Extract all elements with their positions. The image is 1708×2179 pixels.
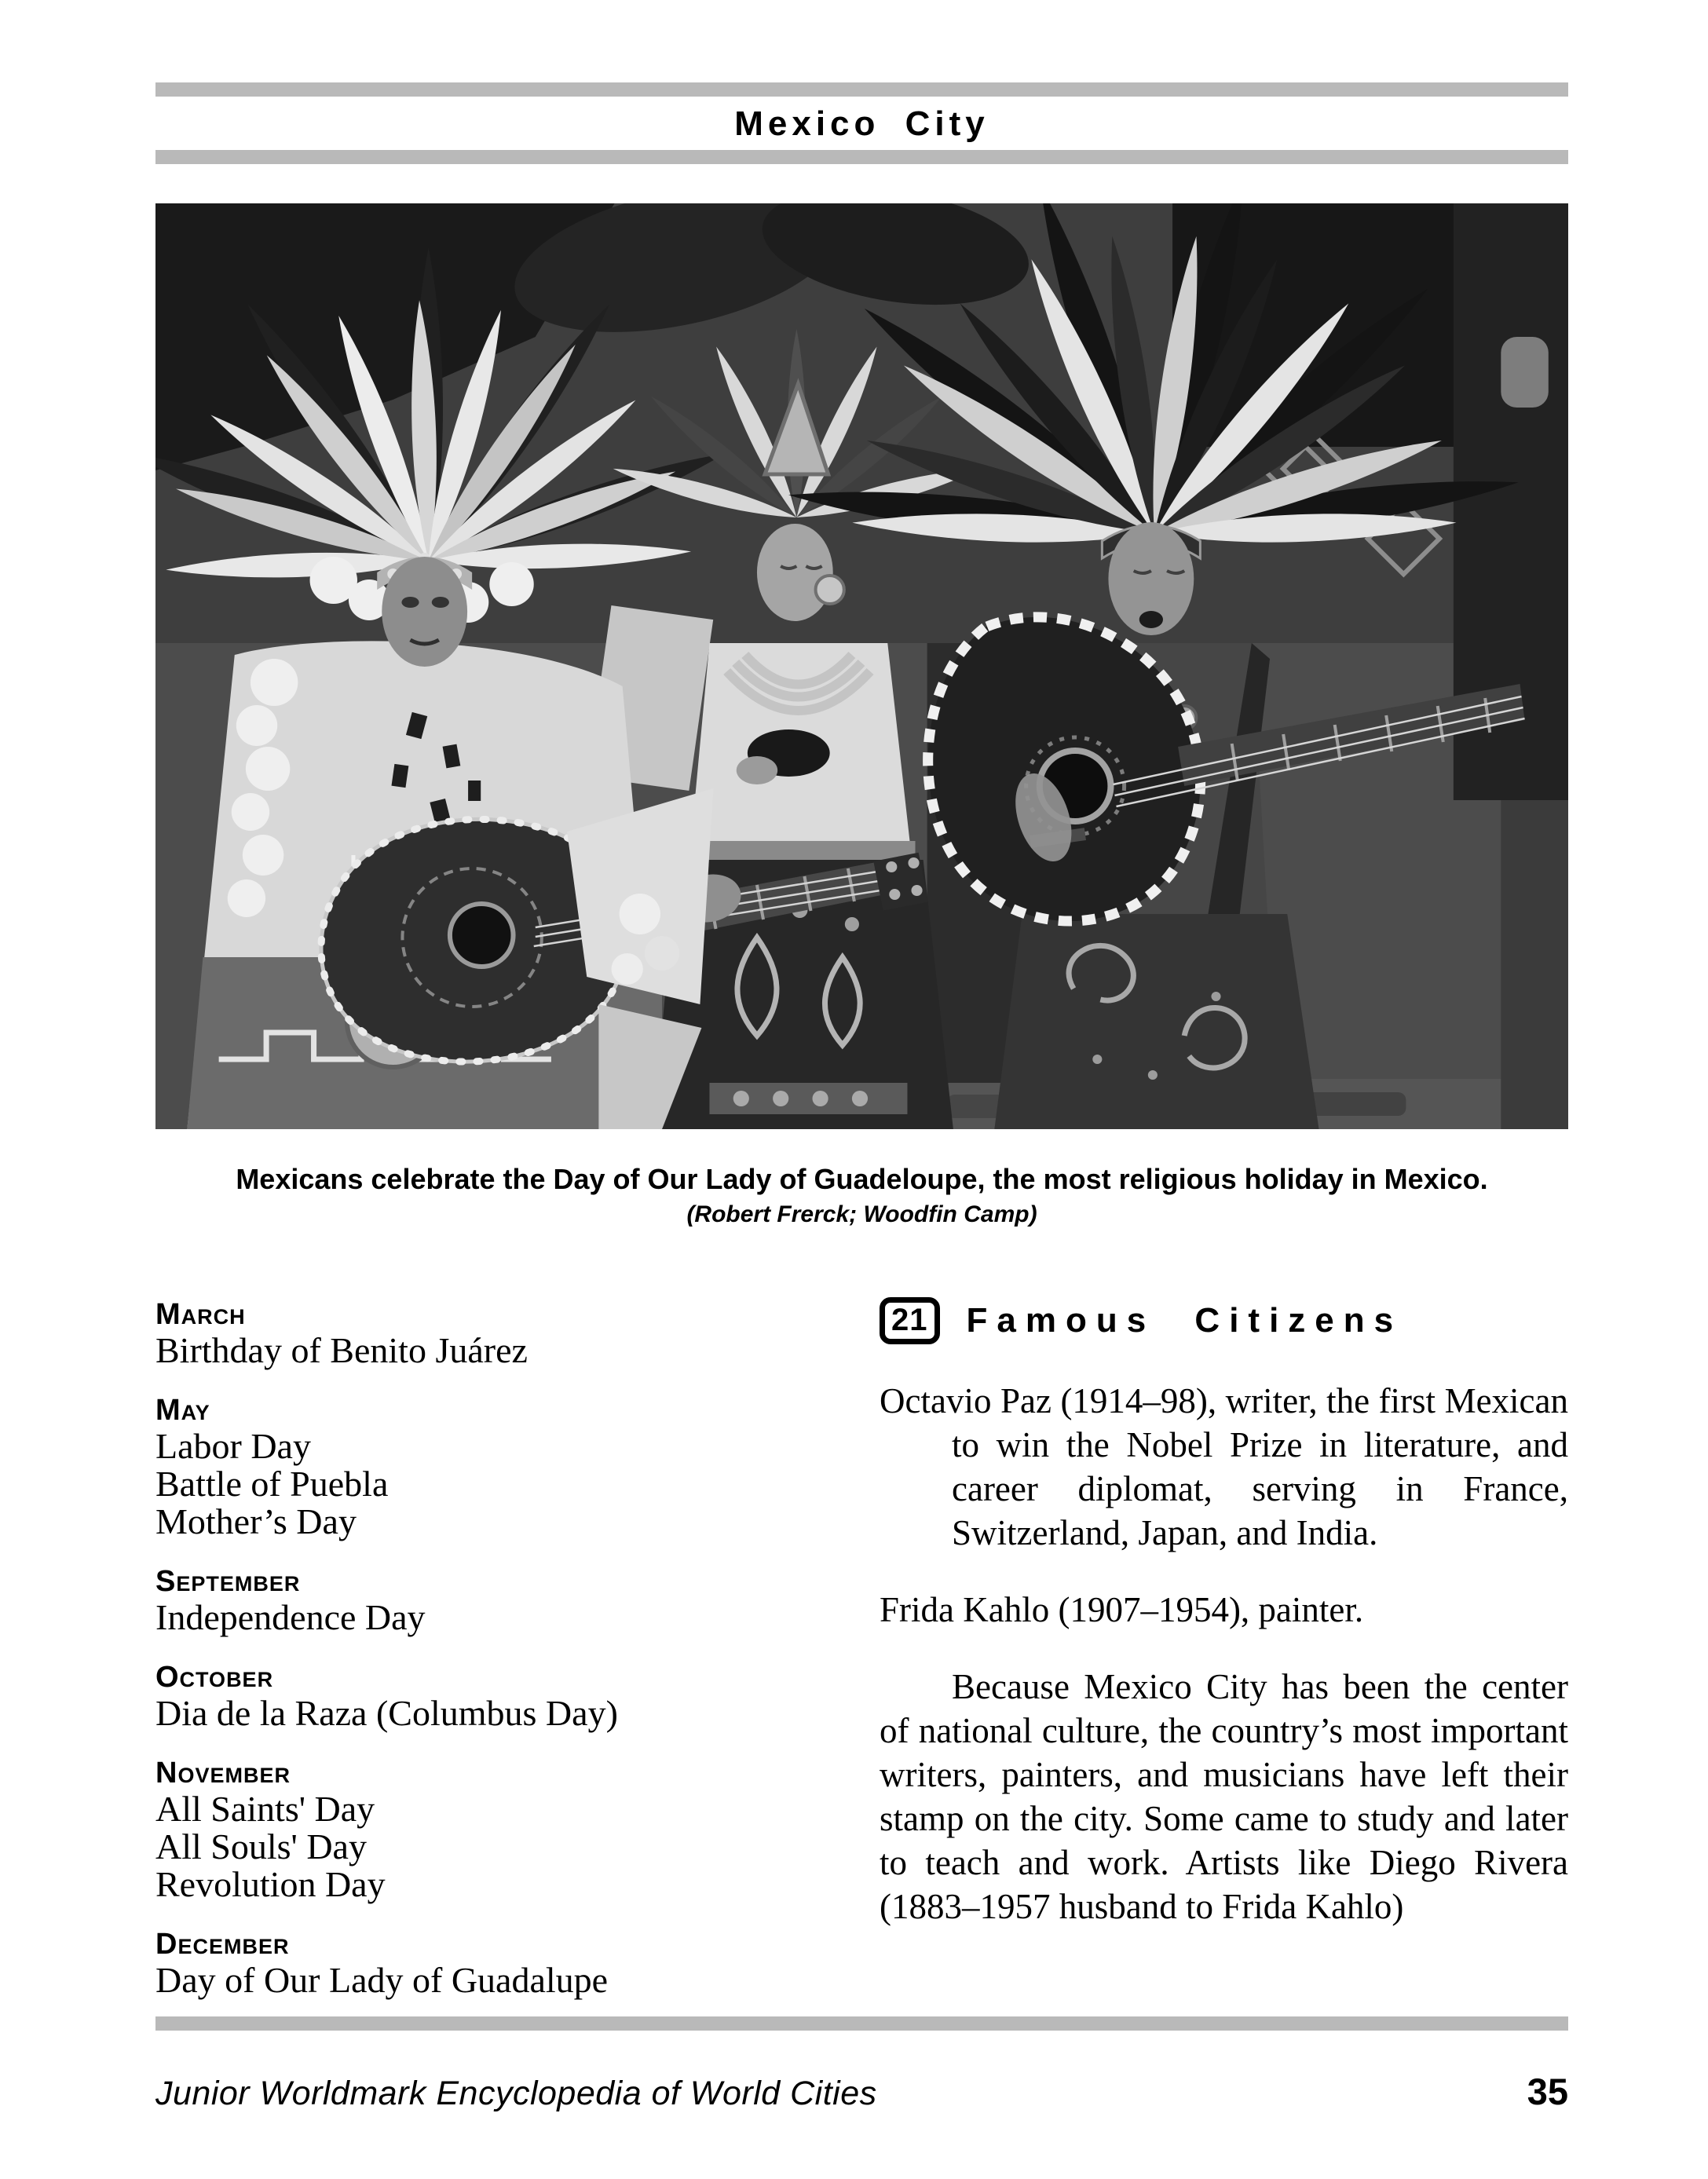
photo-illustration	[155, 203, 1568, 1129]
footer-row	[155, 2070, 1568, 2113]
photo-figure	[155, 203, 1568, 1230]
holiday-group	[155, 1393, 834, 1541]
footer-rule	[155, 2016, 1568, 2031]
holiday-month: March	[155, 1298, 246, 1331]
holiday-item: All Saints' Day	[155, 1789, 375, 1829]
holiday-item: Dia de la Raza (Columbus Day)	[155, 1693, 618, 1733]
holiday-item: Mother’s Day	[155, 1501, 357, 1541]
book-title: Junior Worldmark Encyclopedia of World Cities	[155, 2075, 877, 2112]
two-column-body	[155, 1297, 1568, 2023]
holiday-item: Revolution Day	[155, 1864, 386, 1904]
holiday-month: December	[155, 1928, 290, 1961]
photo-credit: (Robert Frerck; Woodfin Camp)	[686, 1201, 1037, 1227]
holiday-group	[155, 1660, 834, 1732]
paragraph-octavio-paz: Octavio Paz (1914–98), writer, the first Mexican to win the Nobel Prize in literature, and career diplomat, serving in France, Switzerland, Japan, and India.	[880, 1381, 1568, 1552]
holiday-group	[155, 1564, 834, 1636]
page-footer	[155, 2016, 1568, 2113]
holiday-item: Battle of Puebla	[155, 1464, 389, 1504]
holiday-item: Independence Day	[155, 1597, 426, 1637]
section-number-badge: 21	[880, 1297, 940, 1344]
header-rule-top	[155, 82, 1568, 97]
photo-caption-block	[155, 1162, 1568, 1230]
holiday-month: October	[155, 1661, 274, 1694]
holiday-item: Labor Day	[155, 1426, 311, 1466]
section-heading-label: Famous Citizens	[966, 1301, 1403, 1340]
header-rule-bottom	[155, 150, 1568, 164]
paragraph-frida-kahlo: Frida Kahlo (1907–1954), painter.	[880, 1590, 1364, 1629]
paragraph-culture: Because Mexico City has been the center of national culture, the country’s most important writers, painters, and musicians have left their stamp on the city. Some came to study and later to teach and work. Artists like Diego Rivera (1883–1957 husband to Frida Kahlo)	[880, 1667, 1568, 1926]
holiday-group	[155, 1756, 834, 1903]
holiday-item: All Souls' Day	[155, 1826, 367, 1866]
photo-caption: Mexicans celebrate the Day of Our Lady of Guadeloupe, the most religious holiday in Mexico.	[236, 1163, 1488, 1195]
holiday-item: Birthday of Benito Juárez	[155, 1330, 528, 1370]
photo	[155, 203, 1568, 1129]
holiday-month: November	[155, 1757, 291, 1790]
holidays-list	[155, 1297, 834, 2023]
holiday-group	[155, 1297, 834, 1369]
page-number: 35	[1527, 2071, 1568, 2112]
page-title: Mexico City	[734, 104, 989, 143]
page-header	[155, 82, 1568, 164]
section-heading	[880, 1297, 1568, 1344]
holiday-month: May	[155, 1394, 210, 1427]
holiday-group	[155, 1927, 834, 1999]
famous-citizens-section	[880, 1297, 1568, 2023]
holiday-item: Day of Our Lady of Guadalupe	[155, 1960, 609, 2000]
holiday-month: September	[155, 1565, 301, 1598]
